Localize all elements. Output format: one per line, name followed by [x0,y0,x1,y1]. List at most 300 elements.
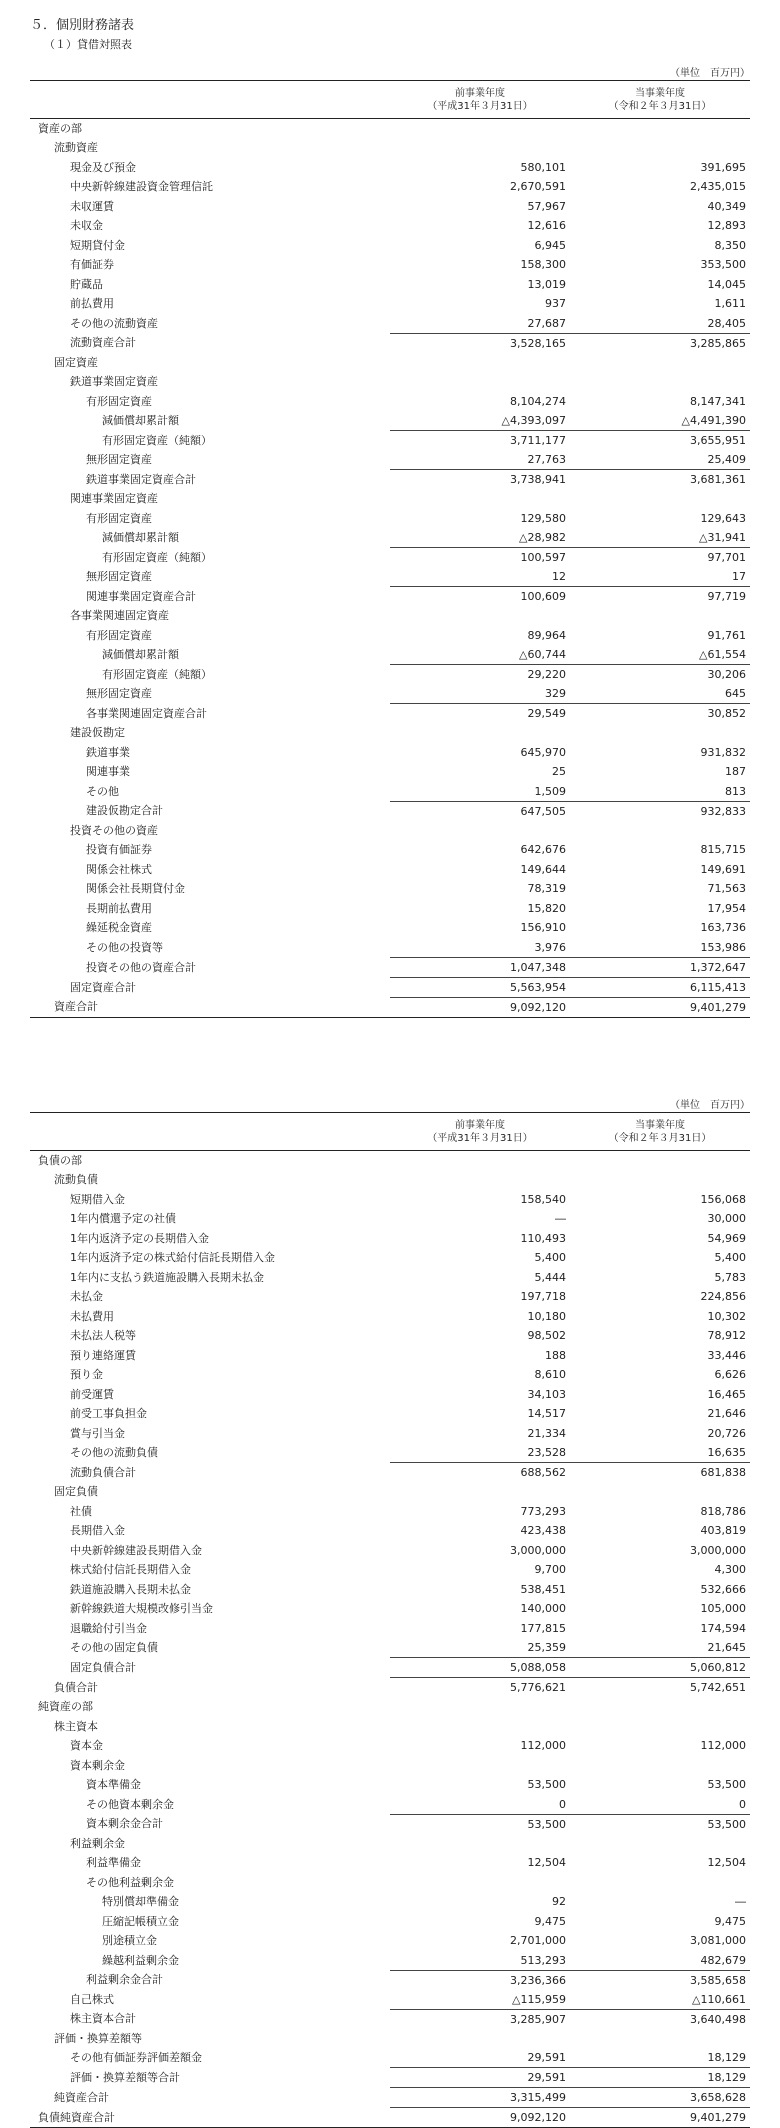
curr-year-date: （令和２年３月31日） [608,100,712,112]
row-label: 有形固定資産（純額） [102,667,212,681]
table-row [30,1892,750,1912]
row-label: その他資本剰余金 [86,1797,174,1811]
table-row [30,1678,750,1698]
statement-subtitle: （１）貸借対照表 [44,38,132,51]
table-row [30,1912,750,1932]
table-row [30,275,750,295]
row-label: 固定負債合計 [70,1661,136,1674]
prev-year-value: 1,047,348 [390,957,570,977]
table-row [30,606,750,626]
prev-year-value: 112,000 [520,1739,566,1753]
row-label: 前受工事負担金 [70,1407,147,1421]
prev-year-value: 29,591 [527,2051,566,2064]
table-row [30,665,750,685]
header-curr-year [570,81,750,119]
row-label: 1年内償還予定の社債 [70,1212,176,1226]
row-label: 各事業関連固定資産 [70,609,169,623]
row-label: 預り金 [70,1368,103,1382]
row-label: 投資その他の資産 [70,823,158,837]
prev-year-value: 9,092,120 [390,2108,570,2128]
curr-year-value: ― [735,1895,746,1909]
table-row [30,1170,750,1190]
prev-year-value: 89,964 [527,628,566,642]
row-label: 無形固定資産 [86,687,152,701]
curr-year-label: 当事業年度 [635,87,685,99]
table-row [30,528,750,548]
table-row [30,1795,750,1815]
curr-year-value: 163,736 [700,921,746,935]
table-row [30,1541,750,1561]
row-label: 短期貸付金 [70,238,125,252]
table-row [30,957,750,977]
row-label: 未払金 [70,1290,103,1304]
prev-year-value: 29,549 [390,704,570,724]
prev-year-value [390,372,570,392]
row-label: 鉄道事業固定資産 [70,375,158,389]
curr-year-value: 532,666 [700,1582,746,1596]
curr-year-value: 8,350 [714,238,746,252]
row-label: 有形固定資産（純額） [102,550,212,564]
table-row [30,372,750,392]
prev-year-value [390,2029,570,2049]
row-label: 社債 [70,1504,92,1518]
row-label: 利益剰余金合計 [86,1973,163,1987]
curr-year-value [570,1873,750,1893]
curr-year-value [570,1170,750,1190]
prev-year-value: △28,982 [519,531,566,544]
table-row [30,353,750,373]
curr-year-value: 645 [725,687,746,700]
prev-year-value: 156,910 [520,921,566,935]
curr-year-value: 8,147,341 [690,394,746,408]
table-row [30,1443,750,1463]
table-row [30,177,750,197]
prev-year-value: 3,315,499 [390,2088,570,2108]
column-header-row [30,81,750,119]
row-label: 株式給付信託長期借入金 [70,1563,191,1577]
prev-year-value [390,1756,570,1776]
curr-year-value: 5,400 [714,1251,746,1265]
prev-year-value [390,138,570,158]
table-row [30,236,750,256]
curr-year-value: 815,715 [700,843,746,857]
curr-year-value: 91,761 [707,628,746,642]
curr-year-value [570,821,750,841]
row-label: 純資産の部 [38,1700,93,1714]
curr-year-value: 153,986 [700,940,746,954]
curr-year-value: 3,640,498 [570,2009,750,2029]
table-row [30,470,750,490]
curr-year-value [570,138,750,158]
row-label: 各事業関連固定資産合計 [86,706,207,720]
table-row [30,1190,750,1210]
curr-year-value: 818,786 [700,1504,746,1518]
curr-year-value: 20,726 [707,1426,746,1440]
table-row [30,704,750,724]
curr-year-value: 40,349 [707,199,746,213]
prev-year-value: 937 [545,297,566,311]
curr-year-value: 6,115,413 [570,977,750,997]
curr-year-value: 10,302 [707,1309,746,1323]
assets-rows [30,119,750,1018]
row-label: 減価償却累計額 [102,648,179,662]
table-row [30,158,750,178]
prev-year-value: 3,738,941 [390,470,570,490]
curr-year-value: 1,372,647 [570,957,750,977]
table-row [30,138,750,158]
row-label: 鉄道事業固定資産合計 [86,472,196,486]
table-row [30,1404,750,1424]
prev-year-value: 13,019 [527,277,566,291]
table-row [30,489,750,509]
prev-year-value: 92 [552,1895,566,1909]
table-row [30,1580,750,1600]
curr-year-value: 9,401,279 [570,2108,750,2128]
table-row [30,411,750,431]
table-row [30,1931,750,1951]
prev-year-value: 12,504 [527,1856,566,1870]
table-row [30,119,750,139]
table-row [30,626,750,646]
curr-year-value [570,1834,750,1854]
table-row [30,1619,750,1639]
row-label: 預り連絡運賃 [70,1348,136,1362]
curr-year-value: 482,679 [700,1953,746,1967]
prev-year-value [390,821,570,841]
row-label: 中央新幹線建設長期借入金 [70,1543,202,1557]
curr-year-value [570,1697,750,1717]
table-row [30,723,750,743]
curr-year-value: 112,000 [700,1739,746,1753]
prev-year-date: （平成31年３月31日） [427,1132,533,1144]
curr-year-value: 187 [725,765,746,779]
prev-year-value: 23,528 [527,1446,566,1459]
curr-year-value: 3,585,658 [570,1970,750,1990]
prev-year-value: 513,293 [520,1953,566,1967]
curr-year-value: 6,626 [714,1368,746,1382]
table-row [30,918,750,938]
prev-year-value: 1,509 [534,784,566,798]
row-label: その他の固定負債 [70,1641,158,1655]
table-row [30,1638,750,1658]
curr-year-value: 14,045 [707,277,746,291]
row-label: その他有価証券評価差額金 [70,2051,202,2065]
curr-year-value: 149,691 [700,862,746,876]
table-row [30,840,750,860]
table-row [30,548,750,568]
row-label: 流動資産合計 [70,336,136,350]
row-label: 投資有価証券 [86,843,152,857]
curr-year-value: △110,661 [692,1992,746,2006]
row-label: 繰越利益剰余金 [102,1953,179,1967]
row-label: 前受運賃 [70,1387,114,1401]
curr-year-value: 156,068 [700,1192,746,1206]
balance-sheet-assets-table [30,80,750,1018]
curr-year-value: 17,954 [707,901,746,915]
prev-year-value: △4,393,097 [501,414,566,427]
curr-year-value: 391,695 [700,160,746,174]
prev-year-value [390,1697,570,1717]
prev-year-value: 5,444 [534,1270,566,1284]
curr-year-value: 353,500 [700,258,746,272]
row-label: 自己株式 [70,1992,114,2006]
table-row [30,977,750,997]
table-row [30,333,750,353]
table-row [30,801,750,821]
curr-year-value: 5,060,812 [570,1658,750,1678]
table-row [30,216,750,236]
row-label: 短期借入金 [70,1192,125,1206]
prev-year-value: 642,676 [520,843,566,857]
curr-year-value: 3,655,951 [570,431,750,451]
curr-year-value [570,606,750,626]
curr-year-value: 53,500 [570,1814,750,1834]
prev-year-value: 34,103 [527,1387,566,1401]
row-label: 有形固定資産 [86,628,152,642]
row-label: 有価証券 [70,258,114,272]
prev-year-value: 580,101 [520,160,566,174]
curr-year-value: 3,000,000 [690,1543,746,1557]
curr-year-label: 当事業年度 [635,1119,685,1131]
prev-year-value: 3,285,907 [390,2009,570,2029]
curr-year-value [570,1756,750,1776]
table-row [30,1346,750,1366]
prev-year-value: 688,562 [390,1463,570,1483]
curr-year-value: 18,129 [570,2068,750,2088]
table-row [30,879,750,899]
curr-year-value: 25,409 [707,453,746,466]
row-label: 有形固定資産 [86,511,152,525]
prev-year-value: 8,610 [534,1368,566,1382]
row-label: 流動負債合計 [70,1465,136,1479]
prev-year-value: 53,500 [527,1778,566,1792]
prev-year-value [390,1873,570,1893]
curr-year-value: 105,000 [700,1602,746,1616]
table-row [30,1756,750,1776]
table-row [30,2009,750,2029]
prev-year-value: 647,505 [390,801,570,821]
curr-year-value: 17 [732,570,746,583]
header-prev-year [390,81,570,119]
row-label: 純資産合計 [54,2091,109,2104]
table-row [30,1814,750,1834]
row-label: 建設仮勘定合計 [86,804,163,818]
curr-year-value: 97,701 [570,548,750,568]
prev-year-value: 3,711,177 [390,431,570,451]
prev-year-value: 10,180 [527,1309,566,1323]
table-row [30,782,750,802]
prev-year-value: 197,718 [520,1290,566,1304]
row-label: その他 [86,784,119,798]
row-label: その他の流動資産 [70,316,158,330]
prev-year-value: 149,644 [520,862,566,876]
curr-year-value: 30,852 [570,704,750,724]
prev-year-value: 21,334 [527,1426,566,1440]
table-row [30,1697,750,1717]
curr-year-date: （令和２年３月31日） [608,1132,712,1144]
table-row [30,2029,750,2049]
table-row [30,997,750,1017]
prev-year-value: 25,359 [527,1641,566,1654]
row-label: 減価償却累計額 [102,414,179,428]
row-label: 流動負債 [54,1173,98,1187]
table-row [30,431,750,451]
table-row [30,1248,750,1268]
table-row [30,587,750,607]
prev-year-value: 2,670,591 [510,180,566,194]
curr-year-value: 403,819 [700,1524,746,1538]
curr-year-value: 813 [725,784,746,798]
row-label: 関係会社株式 [86,862,152,876]
header-prev-year [390,1113,570,1151]
curr-year-value: 681,838 [570,1463,750,1483]
column-header-row [30,1113,750,1151]
row-label: 固定負債 [54,1485,98,1499]
table-row [30,255,750,275]
curr-year-value [570,1482,750,1502]
curr-year-value: 1,611 [714,297,746,311]
curr-year-value: 12,504 [707,1856,746,1870]
prev-year-value: △60,744 [519,648,566,661]
row-label: 資本金 [70,1739,103,1753]
row-label: 負債の部 [38,1154,82,1167]
table-row [30,509,750,529]
prev-year-value: 140,000 [520,1602,566,1616]
table-row [30,1951,750,1971]
row-label: 未払法人税等 [70,1329,136,1343]
row-label: 別途積立金 [102,1934,157,1948]
prev-year-value: 9,092,120 [390,997,570,1017]
row-label: 繰延税金資産 [86,921,152,935]
curr-year-value: 18,129 [707,2051,746,2064]
row-label: 圧縮記帳積立金 [102,1914,179,1928]
table-row [30,1307,750,1327]
prev-year-value: 177,815 [520,1621,566,1635]
row-label: その他の投資等 [86,940,163,954]
table-row [30,1326,750,1346]
curr-year-value: 30,206 [570,665,750,685]
table-row [30,1873,750,1893]
row-label: 1年内返済予定の長期借入金 [70,1231,209,1245]
prev-year-value: 53,500 [390,1814,570,1834]
curr-year-value: 224,856 [700,1290,746,1304]
unit-label-assets: （単位 百万円） [670,68,750,79]
row-label: 株主資本合計 [70,2012,136,2026]
row-label: 1年内に支払う鉄道施設購入長期未払金 [70,1270,264,1284]
statement-title: ５．個別財務諸表 [30,18,135,33]
curr-year-value: 3,658,628 [570,2088,750,2108]
prev-year-value: 9,475 [534,1914,566,1928]
prev-year-value: 3,236,366 [390,1970,570,1990]
curr-year-value: 932,833 [570,801,750,821]
table-row [30,1209,750,1229]
curr-year-value: 0 [739,1797,746,1811]
prev-year-value [390,1482,570,1502]
table-row [30,1834,750,1854]
table-row [30,1599,750,1619]
row-label: 関連事業 [86,765,130,779]
curr-year-value: 21,645 [707,1641,746,1654]
prev-year-value: 158,540 [520,1192,566,1206]
row-label: 賞与引当金 [70,1426,125,1440]
balance-sheet-liabilities-table [30,1112,750,2128]
row-label: 鉄道施設購入長期未払金 [70,1582,191,1596]
prev-year-value: 2,701,000 [510,1934,566,1948]
table-row [30,1970,750,1990]
prev-year-value: 25 [552,765,566,779]
prev-year-value: 5,563,954 [390,977,570,997]
table-row [30,1775,750,1795]
table-row [30,1229,750,1249]
prev-year-value: 5,776,621 [390,1678,570,1698]
unit-label-liabilities: （単位 百万円） [670,1100,750,1111]
curr-year-value: 71,563 [707,882,746,896]
table-row [30,821,750,841]
row-label: 資産の部 [38,122,82,135]
row-label: 関連事業固定資産合計 [86,589,196,603]
table-row [30,1853,750,1873]
prev-year-date: （平成31年３月31日） [427,100,533,112]
prev-year-value [390,723,570,743]
curr-year-value: 2,435,015 [690,180,746,194]
row-label: その他の流動負債 [70,1446,158,1460]
table-row [30,567,750,587]
prev-year-value: 645,970 [520,745,566,759]
header-blank [30,81,390,119]
prev-year-value: 188 [545,1348,566,1362]
prev-year-value: 3,000,000 [510,1543,566,1557]
curr-year-value: 174,594 [700,1621,746,1635]
prev-year-value [390,1717,570,1737]
curr-year-value: 21,646 [707,1407,746,1421]
prev-year-value: 78,319 [527,882,566,896]
curr-year-value: 78,912 [707,1329,746,1343]
row-label: 建設仮勘定 [70,726,125,740]
table-row [30,1482,750,1502]
row-label: 未収金 [70,219,103,233]
prev-year-value [390,1834,570,1854]
table-row [30,1502,750,1522]
curr-year-value: 9,401,279 [570,997,750,1017]
prev-year-value: 0 [559,1797,566,1811]
row-label: 評価・換算差額等合計 [70,2071,180,2084]
prev-year-value: 129,580 [520,511,566,525]
table-row [30,1385,750,1405]
curr-year-value: 33,446 [707,1348,746,1362]
prev-year-value: 423,438 [520,1524,566,1538]
curr-year-value: △61,554 [699,648,746,661]
table-row [30,294,750,314]
table-row [30,684,750,704]
table-row [30,2088,750,2108]
prev-year-value: 12,616 [527,219,566,233]
curr-year-value: △31,941 [699,531,746,544]
curr-year-value: 53,500 [707,1778,746,1792]
row-label: 関連事業固定資産 [70,492,158,506]
curr-year-value: 28,405 [707,316,746,330]
row-label: 新幹線鉄道大規模改修引当金 [70,1602,213,1616]
prev-year-value: △115,959 [512,1992,566,2006]
curr-year-value: 931,832 [700,745,746,759]
table-row [30,1736,750,1756]
prev-year-value: 8,104,274 [510,394,566,408]
prev-year-value: 773,293 [520,1504,566,1518]
table-row [30,1463,750,1483]
curr-year-value [570,2029,750,2049]
prev-year-value: 27,763 [527,453,566,466]
curr-year-value: 54,969 [707,1231,746,1245]
curr-year-value: 97,719 [570,587,750,607]
